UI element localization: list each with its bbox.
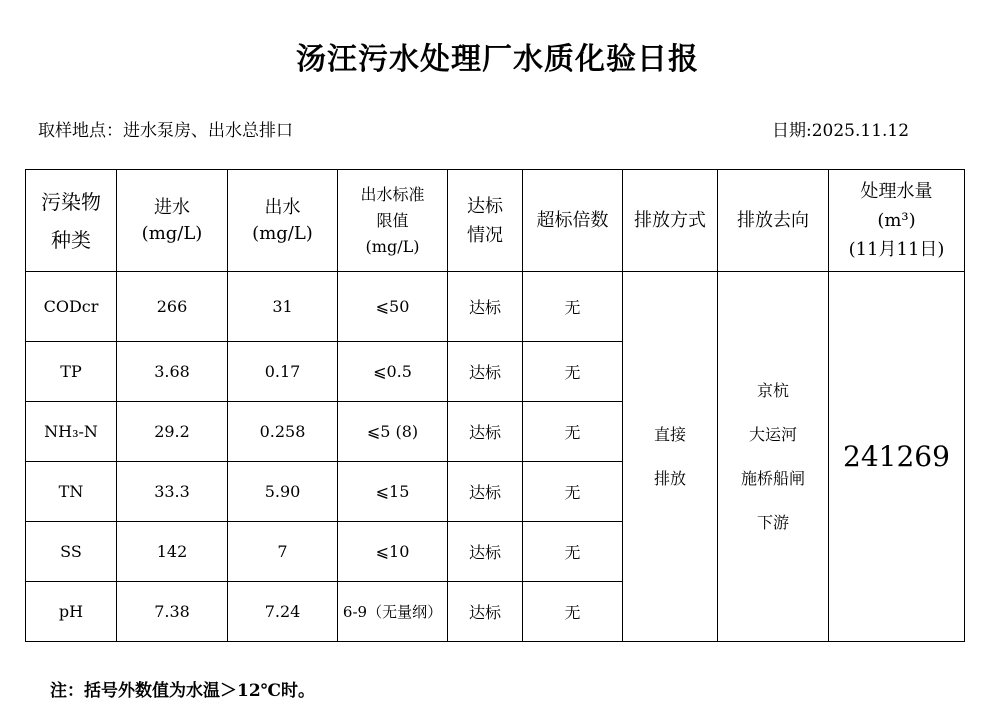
inflow-value: 3.68	[117, 342, 228, 402]
exceed-ratio: 无	[523, 402, 623, 462]
inflow-value: 7.38	[117, 582, 228, 642]
table-row	[26, 272, 965, 342]
outflow-value: 31	[228, 272, 338, 342]
report-title: 汤汪污水处理厂水质化验日报	[296, 42, 699, 77]
inflow-value: 33.3	[117, 462, 228, 522]
discharge-method: 直接 排放	[623, 272, 718, 642]
compliance-status: 达标	[448, 272, 523, 342]
outflow-value: 5.90	[228, 462, 338, 522]
exceed-ratio: 无	[523, 582, 623, 642]
header-volume: 处理水量 (m³) (11月11日)	[829, 170, 965, 272]
header-outflow: 出水 (mg/L)	[228, 170, 338, 272]
exceed-ratio: 无	[523, 272, 623, 342]
compliance-status: 达标	[448, 402, 523, 462]
treated-volume: 241269	[829, 272, 965, 642]
inflow-value: 142	[117, 522, 228, 582]
sampling-location: 取样地点：进水泵房、出水总排口	[38, 121, 293, 141]
limit-value: 6-9（无量纲）	[338, 582, 448, 642]
compliance-status: 达标	[448, 462, 523, 522]
pollutant-name: TN	[26, 462, 117, 522]
exceed-ratio: 无	[523, 522, 623, 582]
limit-value: ⩽5 (8)	[338, 402, 448, 462]
footnote: 注：括号外数值为水温＞12℃时。	[50, 681, 316, 701]
limit-value: ⩽10	[338, 522, 448, 582]
header-limit: 出水标准 限值 (mg/L)	[338, 170, 448, 272]
compliance-status: 达标	[448, 522, 523, 582]
pollutant-name: pH	[26, 582, 117, 642]
limit-value: ⩽15	[338, 462, 448, 522]
outflow-value: 7.24	[228, 582, 338, 642]
table-header-row	[26, 170, 965, 272]
pollutant-name: SS	[26, 522, 117, 582]
header-compliance: 达标 情况	[448, 170, 523, 272]
inflow-value: 266	[117, 272, 228, 342]
compliance-status: 达标	[448, 582, 523, 642]
header-exceed: 超标倍数	[523, 170, 623, 272]
water-quality-table	[25, 169, 965, 642]
header-inflow: 进水 (mg/L)	[117, 170, 228, 272]
exceed-ratio: 无	[523, 342, 623, 402]
discharge-destination: 京杭 大运河 施桥船闸 下游	[718, 272, 829, 642]
pollutant-name: TP	[26, 342, 117, 402]
report-date: 日期:2025.11.12	[772, 121, 910, 141]
inflow-value: 29.2	[117, 402, 228, 462]
outflow-value: 7	[228, 522, 338, 582]
outflow-value: 0.17	[228, 342, 338, 402]
pollutant-name: CODcr	[26, 272, 117, 342]
compliance-status: 达标	[448, 342, 523, 402]
exceed-ratio: 无	[523, 462, 623, 522]
header-pollutant: 污染物 种类	[26, 170, 117, 272]
pollutant-name: NH₃-N	[26, 402, 117, 462]
limit-value: ⩽0.5	[338, 342, 448, 402]
header-discharge-method: 排放方式	[623, 170, 718, 272]
header-discharge-dest: 排放去向	[718, 170, 829, 272]
limit-value: ⩽50	[338, 272, 448, 342]
outflow-value: 0.258	[228, 402, 338, 462]
